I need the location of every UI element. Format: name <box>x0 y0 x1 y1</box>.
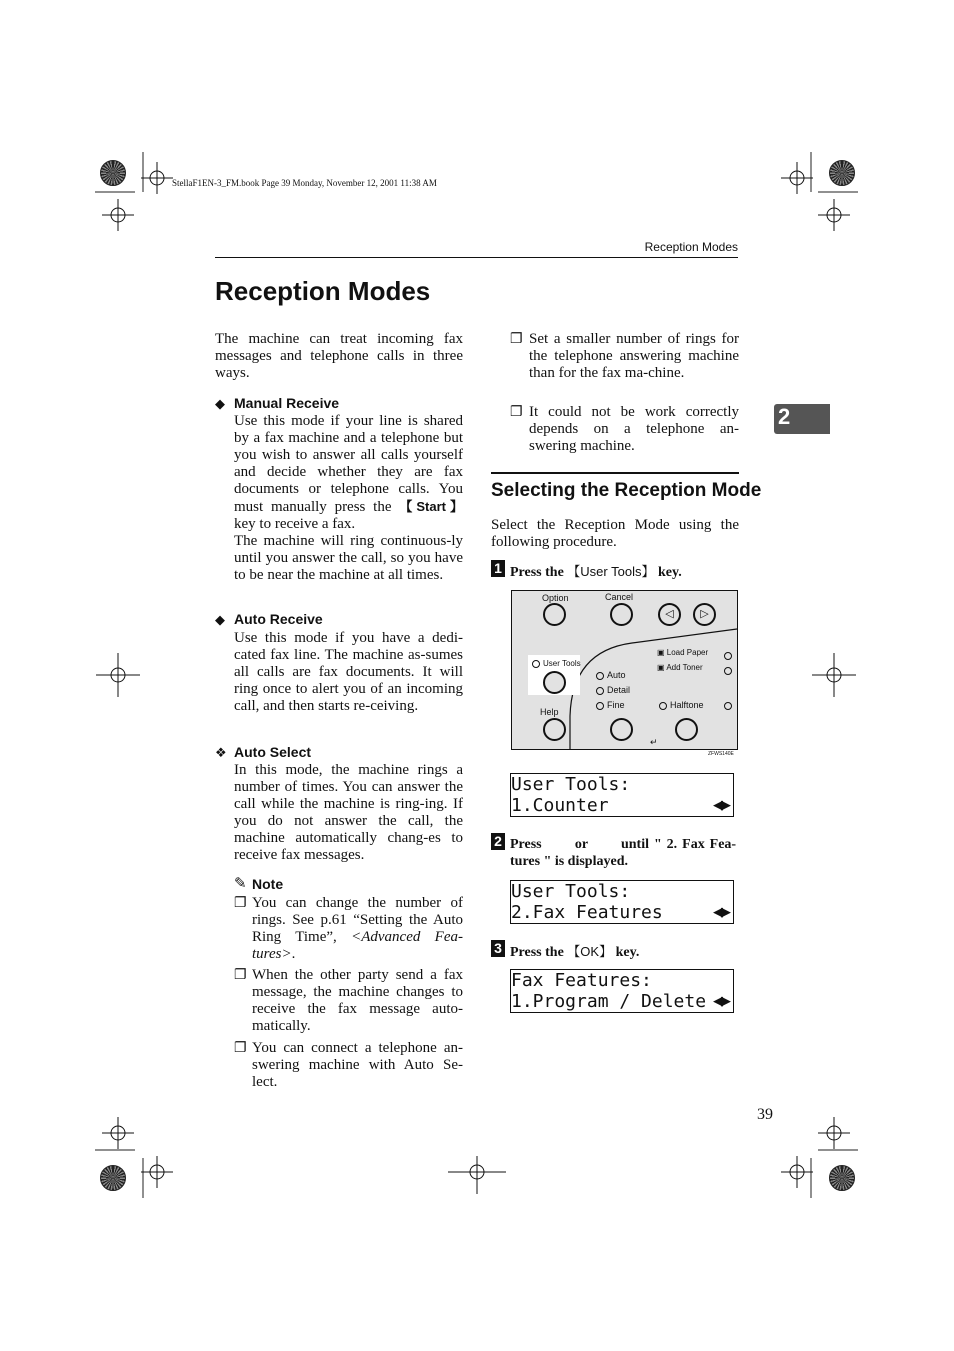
step-1-text <box>510 563 682 581</box>
add-toner-label: ▣ Add Toner <box>657 663 703 672</box>
halftone-label-text: Halftone <box>670 700 704 710</box>
user-tools-label-text: User Tools <box>543 659 581 668</box>
mode-button[interactable] <box>610 718 633 741</box>
auto-label <box>596 670 626 680</box>
cancel-label: Cancel <box>605 592 634 602</box>
left-right-arrows-icon: ◀▶ <box>713 993 729 1008</box>
ok-key: 【OK】 <box>567 944 613 959</box>
left-right-arrows-icon: ◀▶ <box>713 904 729 919</box>
auto-label-text: Auto <box>607 670 626 680</box>
step-number: 1 <box>491 560 505 577</box>
option-label: Option <box>542 593 569 603</box>
checkbox-icon: ❐ <box>510 405 523 420</box>
auto-receive-heading: Auto Receive <box>234 611 323 627</box>
diamond-bullet-icon: ◆ <box>215 612 225 627</box>
book-info: StellaF1EN-3_FM.book Page 39 Monday, November 12, 2001 11:38 AM <box>172 178 437 188</box>
manual-receive-text-c: The machine will ring continuous-ly until you answer the call, so you have to be near the machine at all times. <box>234 533 463 583</box>
led-icon <box>596 687 604 695</box>
page-title: Reception Modes <box>215 276 431 306</box>
detail-label <box>596 685 630 695</box>
start-key: 【Start】 <box>399 499 464 514</box>
figure-id: ZFWS140E <box>708 751 734 757</box>
led-icon <box>532 660 540 668</box>
lcd-line-2: 2.Fax Features <box>511 902 663 923</box>
help-label: Help <box>540 707 559 717</box>
cancel-button[interactable] <box>610 603 633 626</box>
led-icon <box>596 702 604 710</box>
lcd-line-2: 1.Program / Delete <box>511 991 707 1012</box>
checkbox-icon: ❐ <box>234 968 247 983</box>
halftone-button[interactable] <box>675 718 698 741</box>
auto-receive-text: Use this mode if you have a dedi-cated fax line. The machine as-sumes all calls are fax documents. It will ring once to alert you of an incoming call, and then starts re-ceiving. <box>234 630 463 714</box>
right-arrow-button[interactable]: ▷ <box>693 603 716 626</box>
control-panel-illustration <box>511 590 738 750</box>
header-rule <box>215 257 738 258</box>
step-3-suffix: key. <box>615 945 640 960</box>
step-number: 2 <box>491 833 505 850</box>
manual-receive-text-a: Use this mode if your line is shared by a fax machine and a telephone but you wish to answer all calls yourself and decide whether they are fax documents or telephone calls. You must manually press the <box>234 413 463 515</box>
step-1-suffix: key. <box>657 565 682 580</box>
hand-pointer-icon: ↵ <box>650 737 658 747</box>
note-item-1 <box>252 895 463 963</box>
note-item-2: When the other party send a fax message, the machine changes to receive the fax message auto-matically. <box>252 967 463 1034</box>
col2-note-item-1: Set a smaller number of rings for the telephone answering machine than for the fax ma-chine. <box>529 331 739 381</box>
note-heading: Note <box>252 876 284 892</box>
fine-label-text: Fine <box>607 700 625 710</box>
help-button[interactable] <box>543 718 566 741</box>
checkbox-icon: ❐ <box>510 332 523 347</box>
auto-select-heading: Auto Select <box>234 744 312 760</box>
manual-receive-text <box>234 413 463 584</box>
load-paper-text: Load Paper <box>666 648 709 657</box>
step-3-prefix: Press the <box>510 945 564 960</box>
user-tools-button[interactable] <box>543 671 566 694</box>
diamond-bullet-icon: ❖ <box>215 745 227 760</box>
running-header: Reception Modes <box>644 240 738 254</box>
manual-receive-text-b: key to receive a fax. <box>234 516 356 532</box>
col2-note-item-2: It could not be work correctly depends on a telephone an-swering machine. <box>529 404 739 454</box>
section-rule <box>491 472 739 474</box>
section-title: Selecting the Reception Mode <box>491 480 762 501</box>
lcd-display-2 <box>510 880 734 924</box>
led-icon <box>596 672 604 680</box>
step-3-text <box>510 943 639 961</box>
step-1-prefix: Press the <box>510 565 564 580</box>
intro-paragraph: The machine can treat incoming fax messages and telephone calls in three ways. <box>215 331 463 381</box>
pencil-icon: ✎ <box>234 876 247 892</box>
note-item-1-end: . <box>291 946 296 962</box>
led-icon <box>724 650 735 660</box>
lcd-line-1: Fax Features: <box>511 970 652 991</box>
diamond-bullet-icon: ◆ <box>215 396 225 411</box>
user-tools-label <box>532 659 581 668</box>
auto-select-text: In this mode, the machine rings a number of times. You can answer the call while the machine is ring-ing. If you do not answer the call, the machine automatically chang-es to receive fax messages. <box>234 762 463 863</box>
manual-receive-heading: Manual Receive <box>234 395 340 411</box>
step-2-or: or <box>574 837 588 852</box>
lcd-line-2: 1.Counter <box>511 795 609 816</box>
lcd-display-1 <box>510 773 734 817</box>
lcd-line-1: User Tools: <box>511 774 631 795</box>
step-2-prefix: Press <box>510 837 542 852</box>
halftone-label <box>659 700 704 710</box>
lcd-line-1: User Tools: <box>511 881 631 902</box>
step-number: 3 <box>491 940 505 957</box>
detail-label-text: Detail <box>607 685 631 695</box>
led-icon <box>724 665 735 675</box>
fine-label <box>596 700 625 710</box>
checkbox-icon: ❐ <box>234 896 247 911</box>
step-2-suffix: until " 2. Fax Fea-tures " is displayed. <box>510 837 737 869</box>
note-item-1-text: You can change the number of rings. See p.61 “Setting the Auto Ring Time”, <box>252 895 463 945</box>
left-arrow-button[interactable]: ◁ <box>658 603 681 626</box>
checkbox-icon: ❐ <box>234 1041 247 1056</box>
right-circle-arrow-icon: ▷⃝ <box>592 837 616 852</box>
left-circle-arrow-icon: ◁⃝ <box>546 837 570 852</box>
led-icon <box>659 702 667 710</box>
led-icon <box>724 700 735 710</box>
add-toner-text: Add Toner <box>666 663 703 672</box>
step-2-text <box>510 836 739 870</box>
chapter-number: 2 <box>778 404 791 429</box>
left-right-arrows-icon: ◀▶ <box>713 797 729 812</box>
option-button[interactable] <box>543 603 566 626</box>
note-item-1-ref: <Advanced Fea-tures> <box>252 929 463 962</box>
load-paper-label: ▣ Load Paper <box>657 648 709 657</box>
section-intro: Select the Reception Mode using the following procedure. <box>491 517 739 550</box>
page-number: 39 <box>757 1106 773 1123</box>
user-tools-key: 【User Tools】 <box>567 564 655 579</box>
note-item-3: You can connect a telephone an-swering machine with Auto Se-lect. <box>252 1040 463 1090</box>
lcd-display-3 <box>510 969 734 1013</box>
